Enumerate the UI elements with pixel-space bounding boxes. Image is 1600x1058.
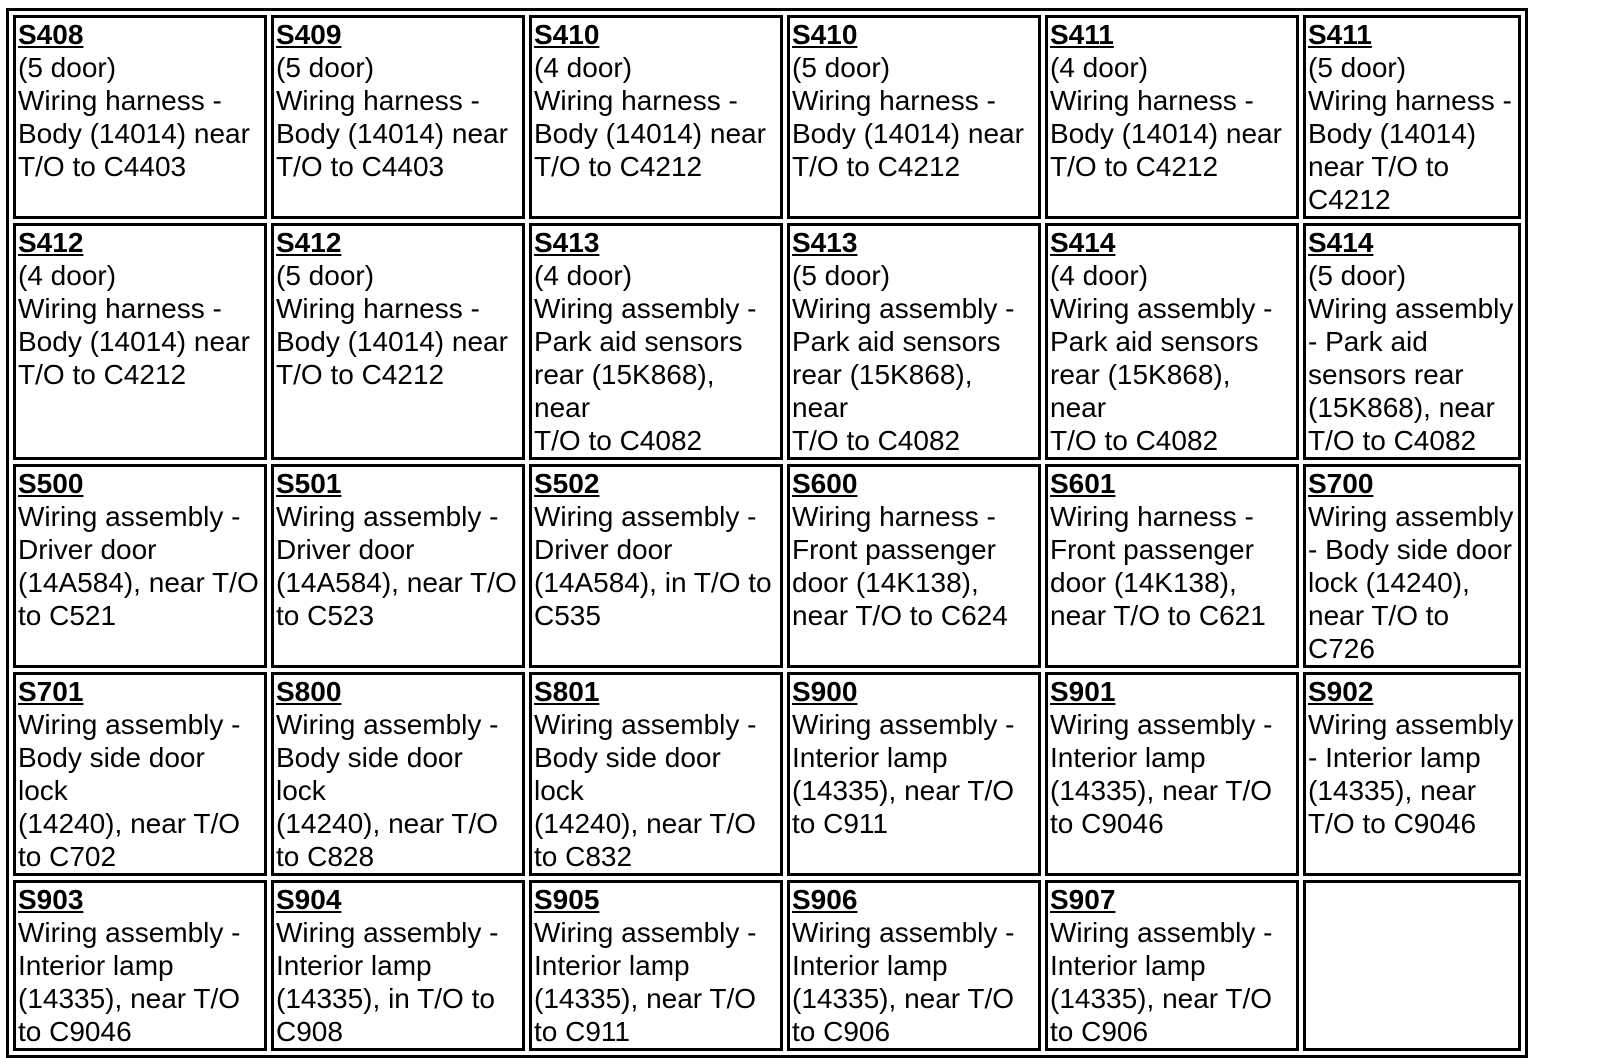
splice-description-line: - Interior lamp [1308, 742, 1481, 773]
splice-code: S700 [1308, 468, 1374, 499]
splice-code: S412 [276, 227, 342, 258]
splice-description-line: (5 door) [1308, 52, 1407, 83]
splice-cell [529, 223, 783, 460]
splice-description-line: Body (14014) near [276, 326, 508, 357]
splice-code: S410 [534, 19, 600, 50]
splice-code: S411 [1308, 19, 1372, 50]
splice-description-line: Wiring harness - [276, 85, 480, 116]
splice-description-line: Front passenger [792, 534, 996, 565]
splice-description-line: Wiring assembly - [276, 917, 499, 948]
splice-description-line: C535 [534, 600, 601, 631]
splice-description-line: rear (15K868), near [534, 359, 715, 423]
table-row [13, 880, 1521, 1051]
splice-description-line: Wiring assembly - [534, 917, 757, 948]
splice-code: S906 [792, 884, 858, 915]
splice-cell [13, 464, 267, 668]
splice-description-line: (4 door) [1050, 52, 1149, 83]
table-row [13, 223, 1521, 460]
splice-cell [1303, 15, 1521, 219]
splice-description-line: (14240), near T/O [276, 808, 499, 839]
splice-code: S502 [534, 468, 600, 499]
splice-description-line: - Park aid [1308, 326, 1428, 357]
splice-description-line: Wiring assembly - [534, 709, 757, 740]
splice-description-line: T/O to C4082 [1050, 425, 1219, 456]
splice-description-line: Body (14014) near [1050, 118, 1282, 149]
splice-description-line: (5 door) [1308, 260, 1407, 291]
splice-code: S902 [1308, 676, 1374, 707]
splice-description-line: near T/O to C726 [1308, 600, 1450, 664]
splice-description-line: Interior lamp [18, 950, 174, 981]
splice-description-line: (14335), near T/O [1050, 983, 1273, 1014]
splice-cell [271, 15, 525, 219]
splice-description-line: Wiring assembly - [534, 501, 757, 532]
splice-description-line: rear (15K868), near [1050, 359, 1231, 423]
splice-description-line: to C9046 [1050, 808, 1164, 839]
splice-description-line: (4 door) [534, 260, 633, 291]
splice-cell [271, 880, 525, 1051]
splice-cell [1303, 464, 1521, 668]
splice-cell [1303, 223, 1521, 460]
splice-description-line: Driver door [276, 534, 415, 565]
splice-description-line: (14335), near T/O [534, 983, 757, 1014]
splice-location-table [6, 8, 1528, 1058]
splice-description-line: (5 door) [18, 52, 117, 83]
splice-code: S903 [18, 884, 84, 915]
table-row [13, 15, 1521, 219]
splice-description-line: Wiring assembly - [792, 917, 1015, 948]
splice-description-line: Wiring harness - [792, 501, 996, 532]
splice-description-line: (14240), near T/O [18, 808, 241, 839]
splice-code: S408 [18, 19, 84, 50]
splice-cell [787, 880, 1041, 1051]
splice-description-line: (14240), near T/O [534, 808, 757, 839]
splice-description-line: sensors rear [1308, 359, 1464, 390]
splice-description-line: (14A584), near T/O [276, 567, 517, 598]
splice-description-line: (15K868), near [1308, 392, 1495, 423]
splice-code: S411 [1050, 19, 1114, 50]
splice-description-line: Wiring harness - [276, 293, 480, 324]
splice-description-line: Wiring harness - [792, 85, 996, 116]
splice-code: S500 [18, 468, 84, 499]
splice-description-line: T/O to C4082 [792, 425, 961, 456]
splice-description-line: door (14K138), [792, 567, 979, 598]
splice-description-line: Body (14014) near [18, 326, 250, 357]
splice-description-line: (14335), near T/O [792, 775, 1015, 806]
splice-description-line: Front passenger [1050, 534, 1254, 565]
splice-description-line: - Body side door [1308, 534, 1512, 565]
splice-description-line: Wiring harness - [1050, 501, 1254, 532]
splice-description-line: Interior lamp [276, 950, 432, 981]
splice-description-line: Wiring harness - [18, 293, 222, 324]
splice-description-line: Wiring assembly - [276, 501, 499, 532]
splice-cell [271, 223, 525, 460]
splice-description-line: (4 door) [18, 260, 117, 291]
splice-description-line: Wiring assembly - [18, 917, 241, 948]
splice-description-line: Wiring assembly - [534, 293, 757, 324]
splice-description-line: Wiring harness - [18, 85, 222, 116]
splice-description-line: to C911 [792, 808, 888, 839]
splice-cell [1045, 880, 1299, 1051]
splice-description-line: (14335), near T/O [792, 983, 1015, 1014]
splice-description-line: T/O to C4403 [276, 151, 445, 182]
splice-description-line: Interior lamp [792, 742, 948, 773]
splice-description-line: Wiring assembly - [18, 501, 241, 532]
splice-description-line: Driver door [534, 534, 673, 565]
splice-code: S412 [18, 227, 84, 258]
splice-code: S600 [792, 468, 858, 499]
splice-description-line: to C702 [18, 841, 117, 872]
splice-code: S413 [792, 227, 858, 258]
splice-cell [13, 880, 267, 1051]
splice-cell [13, 672, 267, 876]
splice-description-line: Park aid sensors [1050, 326, 1259, 357]
splice-description-line: C908 [276, 1016, 343, 1047]
splice-description-line: near T/O to [1308, 151, 1450, 182]
splice-description-line: Wiring assembly [1308, 293, 1514, 324]
splice-cell [787, 464, 1041, 668]
splice-description-line: T/O to C4212 [534, 151, 703, 182]
splice-code: S410 [792, 19, 858, 50]
splice-description-line: Interior lamp [534, 950, 690, 981]
splice-description-line: T/O to C4212 [792, 151, 961, 182]
splice-description-line: (5 door) [792, 52, 891, 83]
splice-description-line: to C9046 [18, 1016, 132, 1047]
splice-cell [529, 464, 783, 668]
splice-cell [271, 672, 525, 876]
splice-description-line: to C828 [276, 841, 375, 872]
splice-description-line: to C523 [276, 600, 375, 631]
splice-description-line: C4212 [1308, 184, 1391, 215]
splice-description-line: near T/O to C624 [792, 600, 1008, 631]
splice-cell [529, 880, 783, 1051]
splice-description-line: near T/O to C621 [1050, 600, 1266, 631]
splice-description-line: (14335), in T/O to [276, 983, 495, 1014]
splice-description-line: Wiring assembly - [792, 293, 1015, 324]
splice-cell [787, 672, 1041, 876]
splice-code: S901 [1050, 676, 1116, 707]
splice-description-line: (5 door) [792, 260, 891, 291]
splice-cell [1045, 15, 1299, 219]
splice-cell [787, 15, 1041, 219]
splice-code: S501 [276, 468, 342, 499]
splice-description-line: (4 door) [1050, 260, 1149, 291]
splice-code: S801 [534, 676, 600, 707]
splice-description-line: Wiring harness - [1308, 85, 1512, 116]
splice-cell [529, 672, 783, 876]
splice-cell [271, 464, 525, 668]
splice-description-line: to C911 [534, 1016, 630, 1047]
splice-description-line: Body side door lock [276, 742, 463, 806]
splice-description-line: to C521 [18, 600, 117, 631]
splice-code: S601 [1050, 468, 1116, 499]
splice-cell [1303, 880, 1521, 1051]
splice-description-line: Wiring harness - [534, 85, 738, 116]
splice-description-line: Body (14014) near [276, 118, 508, 149]
splice-description-line: Interior lamp [1050, 742, 1206, 773]
splice-description-line: Wiring assembly - [276, 709, 499, 740]
splice-description-line: rear (15K868), near [792, 359, 973, 423]
splice-description-line: Park aid sensors [534, 326, 743, 357]
table-row [13, 672, 1521, 876]
splice-description-line: Wiring assembly - [18, 709, 241, 740]
splice-code: S905 [534, 884, 600, 915]
splice-description-line: Driver door [18, 534, 157, 565]
splice-description-line: (5 door) [276, 260, 375, 291]
splice-description-line: Body (14014) [1308, 118, 1477, 149]
splice-description-line: Wiring assembly - [1050, 917, 1273, 948]
splice-description-line: T/O to C4212 [1050, 151, 1219, 182]
splice-description-line: (14335), near T/O [1050, 775, 1273, 806]
splice-description-line: Wiring assembly [1308, 709, 1514, 740]
splice-code: S907 [1050, 884, 1116, 915]
splice-code: S413 [534, 227, 600, 258]
splice-description-line: T/O to C4212 [18, 359, 187, 390]
splice-cell [529, 15, 783, 219]
splice-description-line: T/O to C4212 [276, 359, 445, 390]
splice-description-line: T/O to C4082 [1308, 425, 1477, 456]
splice-description-line: (5 door) [276, 52, 375, 83]
splice-table-wrapper [6, 8, 1528, 1058]
table-row [13, 464, 1521, 668]
splice-description-line: (14335), near [1308, 775, 1477, 806]
splice-code: S904 [276, 884, 342, 915]
splice-cell [787, 223, 1041, 460]
splice-description-line: Body (14014) near [18, 118, 250, 149]
splice-description-line: to C832 [534, 841, 633, 872]
splice-description-line: door (14K138), [1050, 567, 1237, 598]
splice-description-line: Park aid sensors [792, 326, 1001, 357]
splice-description-line: Wiring assembly - [1050, 293, 1273, 324]
splice-description-line: T/O to C4082 [534, 425, 703, 456]
splice-code: S414 [1050, 227, 1116, 258]
splice-description-line: Wiring assembly - [792, 709, 1015, 740]
splice-code: S414 [1308, 227, 1374, 258]
splice-description-line: Body (14014) near [792, 118, 1024, 149]
splice-description-line: T/O to C4403 [18, 151, 187, 182]
splice-code: S409 [276, 19, 342, 50]
splice-description-line: Body side door lock [534, 742, 721, 806]
splice-cell [1045, 672, 1299, 876]
splice-description-line: Wiring assembly [1308, 501, 1514, 532]
splice-code: S701 [18, 676, 84, 707]
splice-cell [1045, 464, 1299, 668]
splice-description-line: to C906 [792, 1016, 891, 1047]
splice-description-line: (14335), near T/O [18, 983, 241, 1014]
splice-description-line: Body side door lock [18, 742, 205, 806]
splice-description-line: T/O to C9046 [1308, 808, 1477, 839]
splice-cell [13, 15, 267, 219]
splice-cell [1045, 223, 1299, 460]
splice-description-line: Wiring assembly - [1050, 709, 1273, 740]
splice-description-line: Body (14014) near [534, 118, 766, 149]
splice-description-line: Interior lamp [1050, 950, 1206, 981]
splice-description-line: Interior lamp [792, 950, 948, 981]
splice-description-line: lock (14240), [1308, 567, 1470, 598]
splice-description-line: (14A584), near T/O [18, 567, 259, 598]
splice-description-line: (14A584), in T/O to [534, 567, 772, 598]
splice-cell [13, 223, 267, 460]
splice-code: S900 [792, 676, 858, 707]
splice-cell [1303, 672, 1521, 876]
splice-code: S800 [276, 676, 342, 707]
splice-description-line: Wiring harness - [1050, 85, 1254, 116]
splice-description-line: to C906 [1050, 1016, 1149, 1047]
splice-description-line: (4 door) [534, 52, 633, 83]
